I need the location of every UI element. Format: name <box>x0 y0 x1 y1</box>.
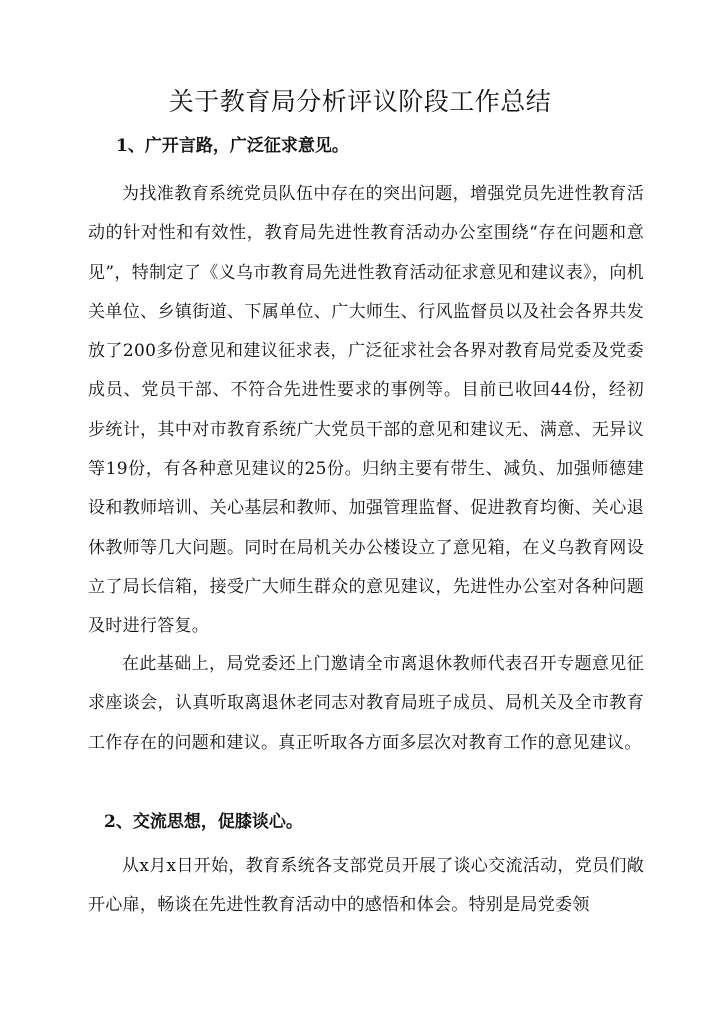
section-heading-1: 1、广开言路，广泛征求意见。 <box>116 136 349 156</box>
section-2-paragraph-1: 从x月x日开始，教育系统各支部党员开展了谈心交流活动，党员们敞开心扉，畅谈在先进性教育活动中的感悟和体会。特别是局党委领 <box>88 856 644 916</box>
section-1-paragraph-2: 在此基础上，局党委还上门邀请全市离退休教师代表召开专题意见征求座谈会，认真听取离退休老同志对教育局班子成员、局机关及全市教育工作存在的问题和建议。真正听取各方面多层次对教育工作的意见建议。 <box>88 654 644 753</box>
section-1-paragraph-1: 为找准教育系统党员队伍中存在的突出问题，增强党员先进性教育活动的针对性和有效性，教育局先进性教育活动办公室围绕“存在问题和意见”，特制定了《义乌市教育局先进性教育活动征求意见和建议表》，向机关单位、乡镇街道、下属单位、广大师生、行风监督员以及社会各界共发放了200多份意见和建议征求表，广泛征求社会各界对教育局党委及党委成员、党员干部、不符合先进性要求的事例等。目前已收回44份，经初步统计，其中对市教育系统广大党员干部的意见和建议无、满意、无异议等19份，有各种意见建议的25份。归纳主要有带生、减负、加强师德建设和教师培训、关心基层和教师、加强管理监督、促进教育均衡、关心退休教师等几大问题。同时在局机关办公楼设立了意见箱，在义乌教育网设立了局长信箱，接受广大师生群众的意见建议，先进性办公室对各种问题及时进行答复。 <box>88 184 644 637</box>
document-title: 关于教育局分析评议阶段工作总结 <box>168 87 552 116</box>
section-heading-2: 2、交流思想，促膝谈心。 <box>104 812 303 832</box>
